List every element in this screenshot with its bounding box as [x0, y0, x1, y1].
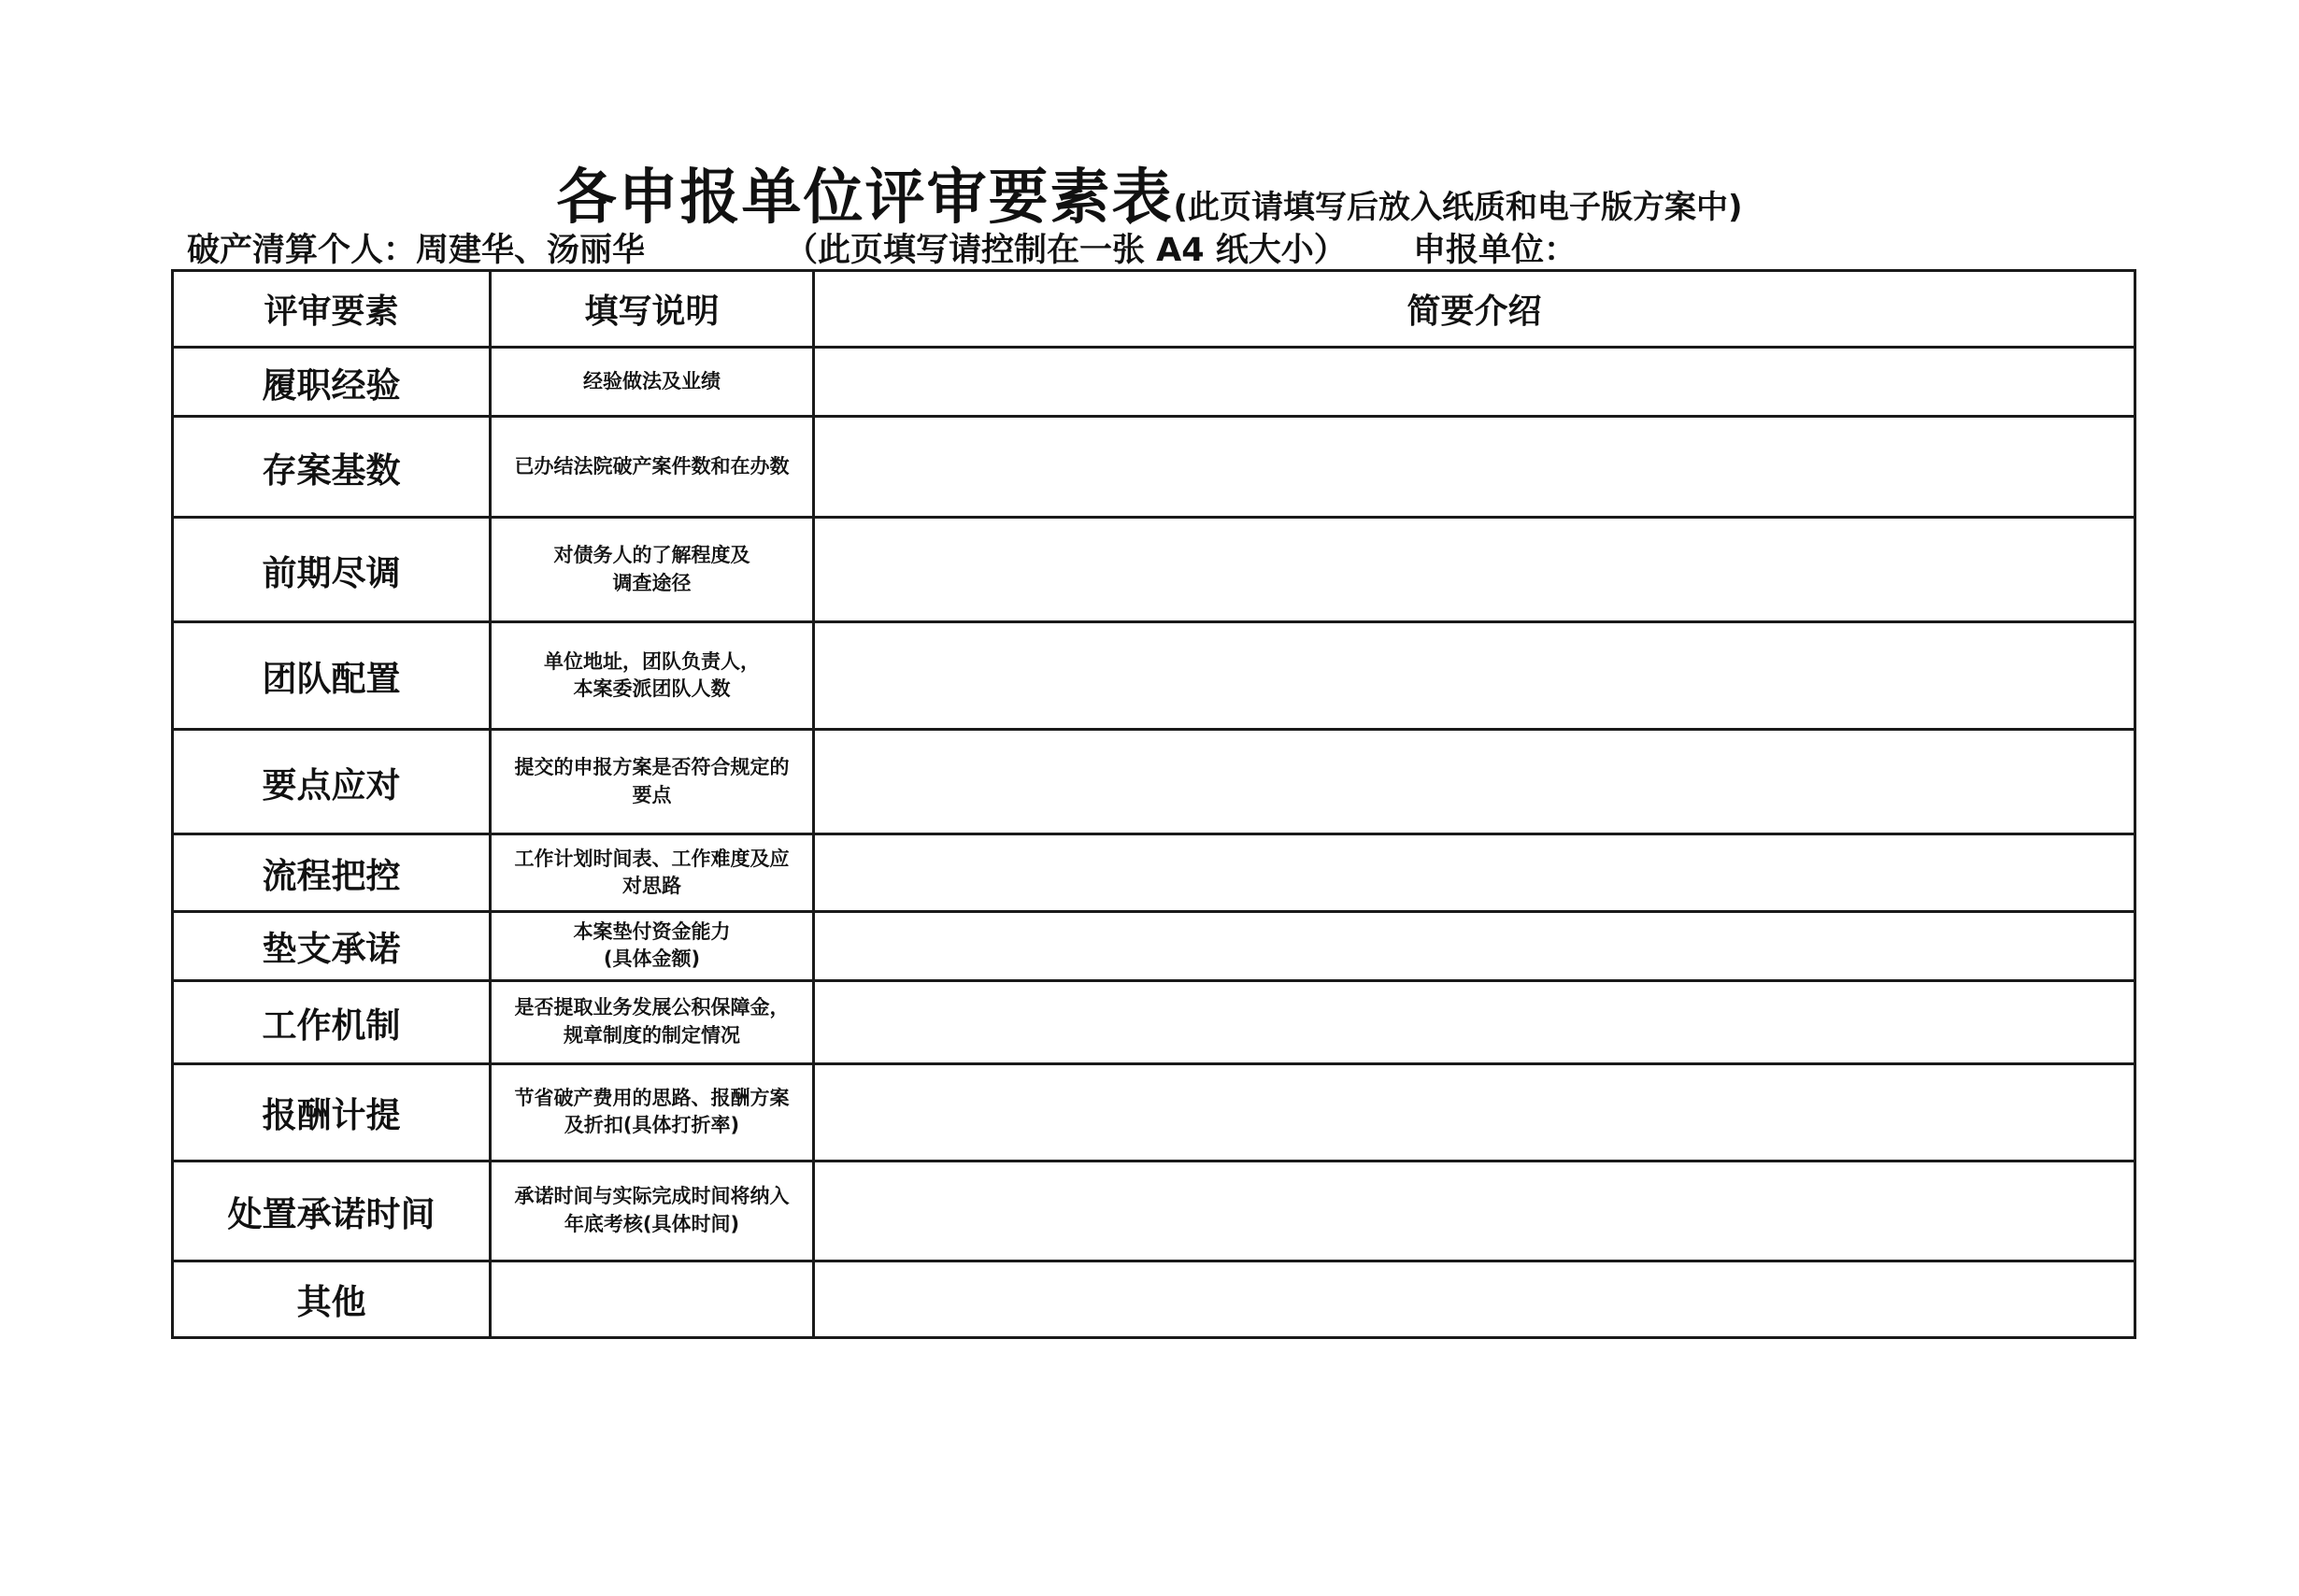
intro-input-cell[interactable] — [814, 1261, 2135, 1337]
instruction-cell — [491, 911, 814, 980]
column-header-intro: 简要介绍 — [814, 271, 2135, 348]
instruction-line: 对思路 — [622, 875, 681, 898]
size-note: （此页填写请控制在一张 A4 纸大小） — [785, 232, 1347, 269]
intro-input-cell[interactable] — [814, 729, 2135, 834]
instruction-line: 节省破产费用的思路、报酬方案 — [514, 1086, 790, 1109]
intro-input-cell[interactable] — [814, 981, 2135, 1063]
applicant-label: 破产清算个人：周建华、汤丽华 — [187, 232, 646, 269]
instruction-line: 提交的申报方案是否符合规定的 — [514, 756, 790, 779]
intro-input-cell[interactable] — [814, 348, 2135, 417]
instruction-line: (具体金额) — [603, 948, 701, 971]
factor-cell: 流程把控 — [173, 834, 491, 911]
table-row — [173, 1261, 2135, 1337]
instruction-cell — [491, 1063, 814, 1161]
intro-input-cell[interactable] — [814, 911, 2135, 980]
instruction-cell — [491, 834, 814, 911]
title-note: (此页请填写后放入纸质和电子版方案中) — [1173, 189, 1743, 226]
instruction-line: 已办结法院破产案件数和在办数 — [514, 454, 790, 477]
instruction-cell — [491, 1261, 814, 1337]
intro-input-cell[interactable] — [814, 1063, 2135, 1161]
factor-cell: 报酬计提 — [173, 1063, 491, 1161]
instruction-line: 承诺时间与实际完成时间将纳入 — [514, 1185, 790, 1208]
instruction-line: 及折扣(具体打折率) — [564, 1114, 740, 1137]
instruction-line: 本案委派团队人数 — [573, 677, 731, 701]
instruction-cell — [491, 622, 814, 730]
factor-cell: 工作机制 — [173, 981, 491, 1063]
factor-cell: 要点应对 — [173, 729, 491, 834]
instruction-line: 单位地址，团队负责人， — [544, 649, 760, 673]
instruction-line: 年底考核(具体时间) — [564, 1212, 740, 1235]
table-row — [173, 1063, 2135, 1161]
instruction-cell — [491, 417, 814, 518]
column-header-instruction: 填写说明 — [491, 271, 814, 348]
table-row — [173, 348, 2135, 417]
intro-input-cell[interactable] — [814, 834, 2135, 911]
instruction-cell — [491, 981, 814, 1063]
table-row — [173, 911, 2135, 980]
table-row — [173, 417, 2135, 518]
intro-input-cell[interactable] — [814, 1161, 2135, 1261]
instruction-line: 是否提取业务发展公积保障金， — [514, 996, 790, 1019]
page-title — [0, 150, 2299, 235]
table-row — [173, 622, 2135, 730]
factor-cell: 存案基数 — [173, 417, 491, 518]
instruction-line: 要点 — [632, 783, 672, 806]
intro-input-cell[interactable] — [814, 622, 2135, 730]
factor-cell: 履职经验 — [173, 348, 491, 417]
unit-label: 申报单位： — [1413, 232, 1578, 269]
instruction-line: 调查途径 — [612, 571, 692, 594]
table-row — [173, 1161, 2135, 1261]
table-row — [173, 517, 2135, 622]
review-factors-table — [171, 269, 2136, 1339]
instruction-line: 经验做法及业绩 — [583, 369, 721, 392]
intro-input-cell[interactable] — [814, 517, 2135, 622]
factor-cell: 垫支承诺 — [173, 911, 491, 980]
factor-cell: 团队配置 — [173, 622, 491, 730]
instruction-line: 规章制度的制定情况 — [564, 1023, 740, 1047]
table-row — [173, 729, 2135, 834]
title-main: 各申报单位评审要素表 — [556, 164, 1174, 233]
table-row — [173, 834, 2135, 911]
instruction-line: 工作计划时间表、工作难度及应 — [514, 847, 790, 870]
instruction-cell — [491, 729, 814, 834]
factor-cell: 前期尽调 — [173, 517, 491, 622]
instruction-cell — [491, 348, 814, 417]
intro-input-cell[interactable] — [814, 417, 2135, 518]
table-row — [173, 981, 2135, 1063]
instruction-line: 本案垫付资金能力 — [573, 920, 731, 944]
instruction-line: 对债务人的了解程度及 — [553, 544, 750, 567]
factor-cell: 其他 — [173, 1261, 491, 1337]
table-header-row — [173, 271, 2135, 348]
column-header-factor: 评审要素 — [173, 271, 491, 348]
instruction-cell — [491, 517, 814, 622]
instruction-cell — [491, 1161, 814, 1261]
factor-cell: 处置承诺时间 — [173, 1161, 491, 1261]
